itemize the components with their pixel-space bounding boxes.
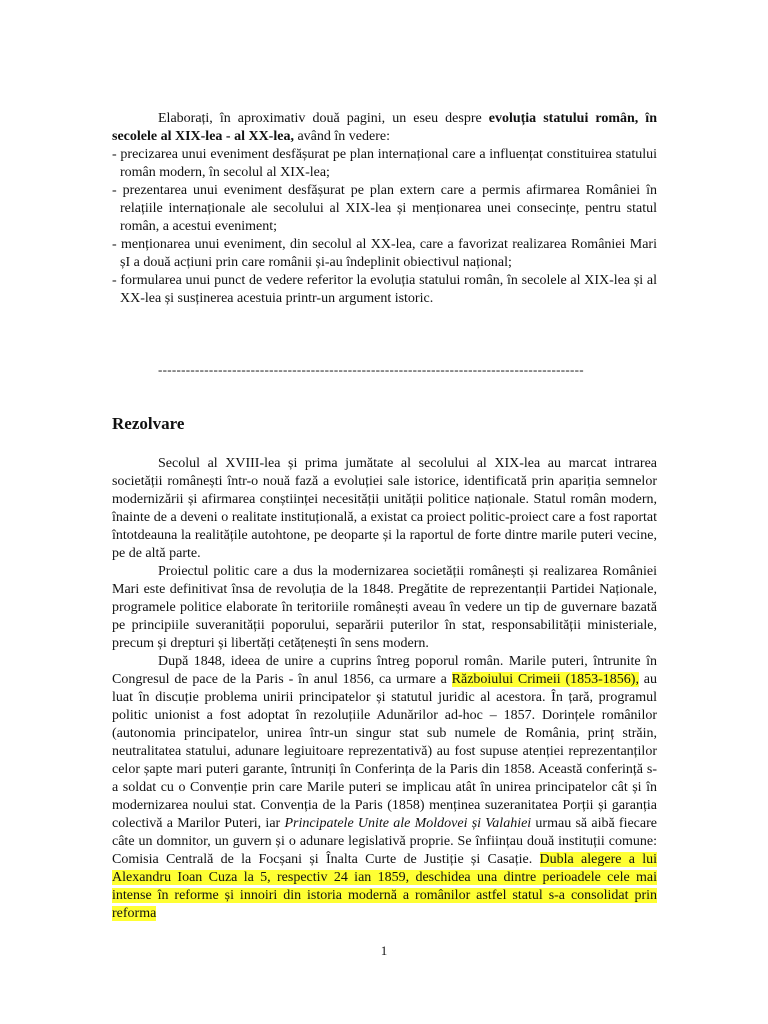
task-item: - formularea unui punct de vedere referitor la evoluția statului român, în secolele al XIX-lea și al XX-lea și susținerea acestuia printr-un argument istoric. <box>112 272 657 308</box>
italic-text: Principatele Unite ale Moldovei și Valahiei <box>284 816 532 831</box>
task-item: - menționarea unui eveniment, din secolul al XX-lea, care a favorizat realizarea României Mari șI a două acțiuni prin care românii și-au îndeplinit obiectivul național; <box>112 236 657 272</box>
highlighted-text: Dubla alegere a lui Alexandru Ioan Cuza la 5, respectiv 24 ian 1859, deschidea una dintre perioadele cele mai intense în reforme și innoiri din istoria modernă a românilor astfel statul s-a consolidat prin reforma <box>112 852 657 921</box>
text-run: urmau să aibă fiecare câte un domnitor, un guvern și o adunare legislativă proprie. Se înființau două instituții comune: Comisia Centrală de la Focșani și Înalta Curte de Justiție și Casație. <box>112 816 657 867</box>
text-run: După 1848, ideea de unire a cuprins întreg poporul român. Marile puteri, întrunite în Congresul de pace de la Paris - în anul 1856, ca urmare a <box>112 654 657 687</box>
paragraph: Secolul al XVIII-lea și prima jumătate al secolului al XIX-lea au marcat intrarea societății românești într-o nouă fază a evoluției sale istorice, identificată prin apariția semnelor modernizării și afirmarea conștiinței necesității unității politice naționale. Statul român modern, înainte de a deveni o realitate instituțională, a existat ca proiect politic-proiect care a fost raportat întotdeauna la realitățile autohtone, pe deoparte și la raportul de forte dintre marile puteri vecine, pe de altă parte. <box>112 456 657 561</box>
dashed-separator: -------------------------------------------------------------------------------------------- <box>158 362 584 377</box>
highlighted-text: Războiului Crimeii (1853-1856), <box>451 672 639 687</box>
assignment-intro <box>112 110 657 146</box>
assignment-block <box>112 110 657 308</box>
task-list <box>112 146 657 308</box>
solution-body <box>112 455 657 923</box>
paragraph <box>112 653 657 923</box>
text-run: au luat în discuție problema unirii principatelor și statutul juridic al acestora. În țară, programul politic unionist a fost adoptat în rezoluțiile Adunărilor ad-hoc – 1857. Dorințele românilor (autonomia principatelor, unirea într-un singur stat sub numele de România, prinț străin, neutralitatea statului, adunare legiuitoare reprezentativă) au fost supuse atenției reprezentanților celor șapte mari puteri garante, întruniți în Conferința de la Paris din 1858. Această conferință s-a soldat cu o Convenție prin care Marile puteri se implicau atât în unirea principatelor cât și în modernizarea noului stat. Convenția de la Paris (1858) menținea suzeranitatea Porții și garanția colectivă a Marilor Puteri, iar <box>112 672 657 831</box>
solution-heading: Rezolvare <box>112 414 185 433</box>
task-item: - precizarea unui eveniment desfășurat pe plan internațional care a influențat constituirea statului român modern, în secolul al XIX-lea; <box>112 146 657 182</box>
paragraph: Proiectul politic care a dus la modernizarea societății românești și realizarea României Mari este definitivat însa de revoluția de la 1848. Pregătite de reprezentanții Partidei Naționale, programele politice elaborate în teritoriile românești aveau în vedere un tip de guvernare bazată pe principiile suveranității poporului, separării puterilor în stat, responsabilității ministeriale, precum și drepturi și libertăți cetățenești în sens modern. <box>112 564 657 651</box>
intro-text-end: având în vedere: <box>293 129 390 144</box>
intro-bold-topic: evoluția statului român, în secolele al XIX-lea - al XX-lea, <box>112 111 657 144</box>
task-item: - prezentarea unui eveniment desfășurat pe plan extern care a permis afirmarea României în relațiile internaționale ale secolului al XIX-lea și menționarea unei consecințe, pentru statul român, a acestui eveniment; <box>112 182 657 236</box>
page-number: 1 <box>380 943 388 958</box>
intro-text: Elaborați, în aproximativ două pagini, un eseu despre <box>158 111 489 126</box>
